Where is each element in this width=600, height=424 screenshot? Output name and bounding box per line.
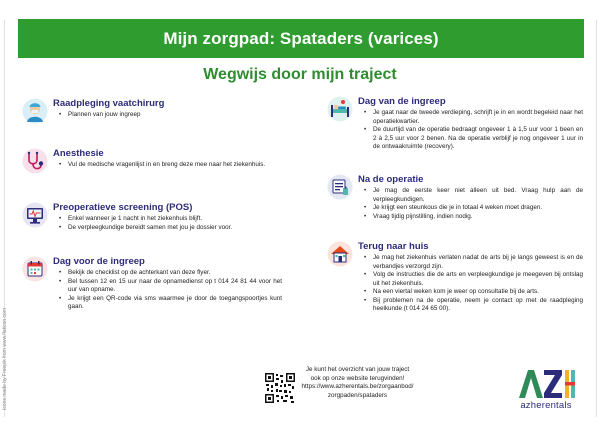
section-title: Dag van de ingreep — [358, 96, 446, 107]
list-item: • Bij problemen na de operatie, neem je contact op met de raadpleging heelkunde (t 014 24 65 00). — [373, 297, 583, 314]
qr-code[interactable] — [264, 372, 296, 404]
list-item: • Je gaat naar de tweede verdieping, schrijft je in en wordt begeleid naar het operatiekwartier. — [373, 109, 583, 126]
list-item: • Bekijk de checklist op de achterkant van deze flyer. — [68, 269, 282, 278]
clipboard-monitor-icon — [22, 202, 48, 228]
list-item: • Je krijgt een steunkous die je in totaal 4 weken moet dragen. — [373, 204, 583, 213]
azherentals-logo — [515, 364, 577, 414]
list-item: • Enkel wanneer je 1 nacht in het ziekenhuis blijft. — [68, 215, 282, 224]
list-item: • Je mag de eerste keer niet alleen uit bed. Vraag hulp aan de verpleegkundigen. — [373, 187, 583, 204]
list-item: • Vul de medische vragenlijst in en breng deze mee naar het ziekenhuis. — [68, 161, 282, 170]
title-banner — [18, 19, 584, 58]
footer-line: Je kunt het overzicht van jouw traject — [305, 366, 410, 373]
list-item: • De duurtijd van de operatie bedraagt ongeveer 1 à 1,5 uur voor 1 been en 2 à 2,5 uur voor 2 benen. Na de operatie verblijf je nog ongeveer 1 uur in de ontwaakruimte (recovery). — [373, 126, 583, 152]
section-title: Preoperatieve screening (POS) — [53, 202, 193, 213]
footer-line: ook op onze website terugvinden! — [310, 374, 405, 382]
stethoscope-icon — [22, 148, 48, 174]
house-icon — [327, 241, 353, 267]
list-item: • De verpleegkundige bereidt samen met jou je dossier voor. — [68, 224, 282, 233]
website-note — [300, 366, 415, 400]
section-title: Terug naar huis — [358, 241, 429, 252]
website-link[interactable]: https://www.azherentals.be/zorgaanbod/ — [301, 383, 414, 390]
section-title: Dag voor de ingreep — [53, 256, 145, 267]
list-item: • Vraag tijdig pijnstilling, indien nodig. — [373, 213, 583, 222]
section-title: Raadpleging vaatchirurg — [53, 98, 165, 109]
surgeon-icon — [22, 98, 48, 124]
list-item: • Je mag het ziekenhuis verlaten nadat de arts bij je langs geweest is en de verbandjes verzorgd zijn. — [373, 254, 583, 271]
patient-bed-icon — [327, 174, 353, 200]
section-title: Anesthesie — [53, 148, 104, 159]
list-item: • Plannen van jouw ingreep — [68, 111, 282, 120]
section-title: Na de operatie — [358, 174, 424, 185]
calendar-icon — [22, 256, 48, 282]
icon-credit: Icons made by Freepik from www.flaticon.com — [2, 308, 8, 410]
logo-wordmark: azherentals — [520, 400, 572, 411]
list-item: • Bel tussen 12 en 15 uur naar de opnamedienst op t 014 24 81 44 voor het uur van opname. — [68, 278, 282, 295]
list-item: • Volg de instructies die de arts en verpleegkundige je meegeven bij ontslag uit het ziekenhuis. — [373, 271, 583, 288]
page-title: Mijn zorgpad: Spataders (varices) — [163, 28, 439, 48]
hospital-bed-icon — [327, 96, 353, 122]
website-link[interactable]: zorgpaden/spataders — [327, 391, 388, 399]
list-item: • Na een viertal weken kom je weer op consultatie bij de arts. — [373, 288, 583, 297]
page-subtitle: Wegwijs door mijn traject — [203, 66, 397, 83]
list-item: • Je krijgt een QR-code via sms waarmee je door de toegangspoortjes kunt gaan. — [68, 295, 282, 312]
az-logo-mark-icon — [515, 364, 577, 400]
